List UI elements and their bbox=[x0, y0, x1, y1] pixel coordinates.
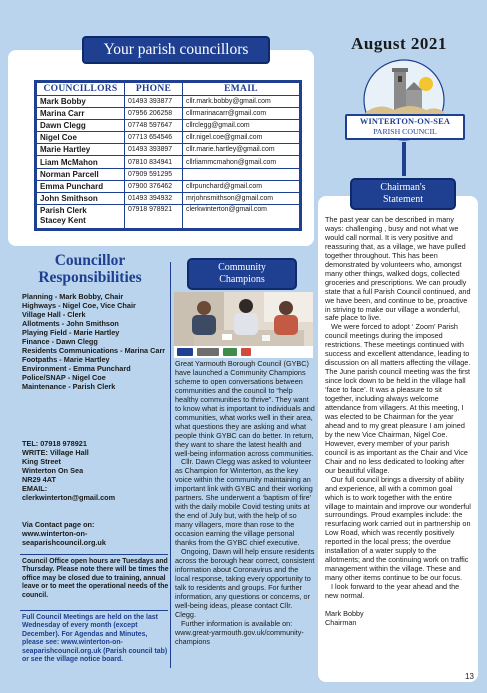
table-row bbox=[37, 144, 300, 156]
list-item: Environment - Emma Punchard bbox=[22, 364, 131, 374]
councillor-name: Marina Carr bbox=[37, 108, 125, 120]
councillor-name: Dawn Clegg bbox=[37, 120, 125, 132]
logo-line1: WINTERTON-ON-SEA bbox=[359, 116, 451, 126]
meetings-notice: Full Council Meetings are held on the last Wednesday of every month (except December). For Agendas and Minutes, please see: www.winterton-on-seaparishcouncil.org.uk (Parish council tab) or see the village notice board. bbox=[22, 614, 168, 664]
table-row bbox=[37, 192, 300, 204]
partner-logo-icon bbox=[241, 348, 251, 356]
chairman-title-line2: Statement bbox=[383, 194, 423, 205]
councillor-phone: 01493 393877 bbox=[125, 96, 183, 108]
councillor-phone: 07956 206258 bbox=[125, 108, 183, 120]
logo-line2: PARISH COUNCIL bbox=[373, 127, 437, 137]
divider bbox=[20, 554, 168, 555]
contact-via-label: Via Contact page on: bbox=[22, 520, 95, 529]
chairman-paragraph: I look forward to the year ahead and the new normal. bbox=[325, 582, 460, 601]
clerk-role: Parish Clerk bbox=[40, 205, 87, 215]
chairman-signature-name: Mark Bobby bbox=[325, 608, 364, 618]
clerk-phone: 07918 978921 bbox=[125, 204, 183, 228]
councillor-email bbox=[183, 168, 300, 180]
table-row bbox=[37, 156, 300, 168]
clerk-cell bbox=[37, 204, 125, 228]
list-item: Playing Field - Marie Hartley bbox=[22, 328, 120, 338]
contact-email[interactable]: clerkwinterton@gmail.com bbox=[22, 493, 116, 503]
councillor-email[interactable]: mrjohnsmithson@gmail.com bbox=[183, 192, 300, 204]
councillor-email[interactable]: cllr.marie.hartley@gmail.com bbox=[183, 144, 300, 156]
chairman-paragraph: Our full council brings a diversity of ability and experience, all with a common goal which is to work together with the entire village to maintain and improve our wonderful surroundings. Proud examples include: the resurfacing work carried out in partnership on Low Road, which was recently positively reported in the local press; the overdue installation of a water supply to the allotments; and the continuing work on traffic management within the village. These and many other items continue to be our focus. bbox=[325, 474, 471, 583]
partner-logo-icon bbox=[223, 348, 237, 356]
clerk-email[interactable]: clerkwinterton@gmail.com bbox=[183, 204, 300, 228]
list-item: Allotments - John Smithson bbox=[22, 319, 119, 329]
list-item: Maintenance - Parish Clerk bbox=[22, 382, 116, 392]
cc-title-line1: Community bbox=[218, 261, 266, 273]
councillor-name: Liam McMahon bbox=[37, 156, 125, 168]
header-email: EMAIL bbox=[183, 83, 300, 96]
partner-logo-icon bbox=[197, 348, 219, 356]
councillor-email[interactable]: cllr.nigel.coe@gmail.com bbox=[183, 132, 300, 144]
councillor-email[interactable]: cllr.mark.bobby@gmail.com bbox=[183, 96, 300, 108]
contact-address1: King Street bbox=[22, 457, 61, 467]
cc-paragraph: Great Yarmouth Borough Council (GYBC) have launched a Community Champions scheme to open conversations between communities and the council to “help healthy communities to thrive”. They want to know what is important to individuals and communities, what works well in their area, what questions they are asking and what people think GYBC can do better. In return, they want to share the latest health and well-being information across communities. bbox=[175, 359, 315, 458]
contact-postcode: NR29 4AT bbox=[22, 475, 56, 485]
responsibilities-title-line2: Responsibilities bbox=[38, 269, 142, 287]
councillors-table bbox=[36, 82, 300, 229]
community-champions-photo bbox=[174, 292, 313, 346]
column-divider bbox=[170, 262, 171, 668]
list-item: Footpaths - Marie Hartley bbox=[22, 355, 110, 365]
header-councillors: COUNCILLORS bbox=[37, 83, 125, 96]
cc-title-line2: Champions bbox=[219, 274, 265, 285]
community-champions-text bbox=[175, 360, 315, 647]
chairman-statement-card bbox=[318, 196, 478, 682]
contact-address2: Winterton On Sea bbox=[22, 466, 84, 476]
page-number: 13 bbox=[465, 672, 474, 681]
list-item: Village Hall - Clerk bbox=[22, 310, 86, 320]
councillor-email[interactable]: cllrmarinacarr@gmail.com bbox=[183, 108, 300, 120]
councillor-name: Marie Hartley bbox=[37, 144, 125, 156]
list-item: Highways - Nigel Coe, Vice Chair bbox=[22, 301, 136, 311]
chairman-paragraph: The past year can be described in many ways: challenging , busy and not what we would call normal. It is very positive and reassuring that, as a village, we have pulled together throughout. This has been demonstrated by volunteers who, amongst many other things, walked dogs, collected groceries and prescriptions. We can proudly state that a full Parish Council continued, and we have been, and continue to be, proactive in striving to make our village a wonderful, safe place to live. bbox=[325, 215, 471, 323]
list-item: Finance - Dawn Clegg bbox=[22, 337, 98, 347]
councillor-email[interactable]: cllrclegg@gmail.com bbox=[183, 120, 300, 132]
councillor-phone: 01493 394932 bbox=[125, 192, 183, 204]
responsibilities-title-line1: Councillor bbox=[54, 252, 126, 269]
table-row bbox=[37, 120, 300, 132]
councillor-email[interactable]: cllrliammcmahon@gmail.com bbox=[183, 156, 300, 168]
table-row bbox=[37, 180, 300, 192]
contact-email-label: EMAIL: bbox=[22, 484, 48, 494]
councillor-phone: 01493 393897 bbox=[125, 144, 183, 156]
councillor-phone: 07810 834941 bbox=[125, 156, 183, 168]
councillor-phone: 07713 654546 bbox=[125, 132, 183, 144]
contact-tel: TEL: 07918 978921 bbox=[22, 439, 87, 448]
partner-logos-strip bbox=[174, 346, 313, 358]
cc-paragraph: Ongoing, Dawn will help ensure residents across the borough hear correct, consistent information about Coronavirus and the local response, taking every opportunity to talk to residents and groups. For further information, any questions or concerns, or well-being ideas, please contact Cllr. Clegg. bbox=[175, 547, 315, 619]
community-champions-title bbox=[187, 258, 297, 290]
divider bbox=[20, 610, 168, 611]
councillor-name: Mark Bobby bbox=[37, 96, 125, 108]
clerk-name: Stacey Kent bbox=[40, 216, 86, 226]
contact-block bbox=[22, 439, 170, 502]
office-hours-notice: Council Office open hours are Tuesdays and Thursday. Please note there will be times the office may be closed due to training, annual leave or to meet the operational needs of the council. bbox=[22, 558, 169, 599]
councillor-phone: 07900 376462 bbox=[125, 180, 183, 192]
table-row-clerk bbox=[37, 204, 300, 228]
responsibilities-list bbox=[22, 292, 170, 392]
councillor-phone: 07909 591295 bbox=[125, 168, 183, 180]
contact-web-block bbox=[22, 520, 170, 547]
list-item: Residents Communications - Marina Carr bbox=[22, 346, 166, 356]
partner-logo-icon bbox=[177, 348, 193, 356]
chairman-title-line1: Chairman's bbox=[380, 181, 426, 193]
table-row bbox=[37, 108, 300, 120]
table-row bbox=[37, 132, 300, 144]
councillor-name: Norman Parcell bbox=[37, 168, 125, 180]
councillor-name: Nigel Coe bbox=[37, 132, 125, 144]
councillor-name: Emma Punchard bbox=[37, 180, 125, 192]
table-row bbox=[37, 96, 300, 108]
people-meeting-illustration bbox=[174, 292, 313, 346]
logo-sign bbox=[345, 114, 465, 140]
header-phone: PHONE bbox=[125, 83, 183, 96]
list-item: Planning - Mark Bobby, Chair bbox=[22, 292, 124, 301]
responsibilities-title bbox=[14, 252, 166, 286]
councillor-phone: 07748 597647 bbox=[125, 120, 183, 132]
cc-paragraph: Cllr. Dawn Clegg was asked to volunteer as Champion for Winterton, as the key voice within the community maintaining an important link with GYBC and their working partners. She underwent a ‘baptism of fire’ with the daily mobile Covid testing units at the end of July but, with the help of so many villagers, more than rose to the occasion earning the village personal thanks from the GYBC chief executive. bbox=[175, 457, 313, 548]
chairman-signature-role: Chairman bbox=[325, 617, 357, 627]
list-item: Police/SNAP - Nigel Coe bbox=[22, 373, 106, 383]
councillors-title: Your parish councillors bbox=[82, 36, 270, 64]
councillor-email[interactable]: cllrpunchard@gmail.com bbox=[183, 180, 300, 192]
councillors-table-container bbox=[34, 80, 302, 231]
councillor-name: John Smithson bbox=[37, 192, 125, 204]
issue-date: August 2021 bbox=[351, 34, 447, 53]
chairman-statement-title bbox=[350, 178, 456, 210]
cc-paragraph: Further information is available on: www.great-yarmouth.gov.uk/community-champions bbox=[175, 618, 304, 646]
table-row bbox=[37, 168, 300, 180]
chairman-paragraph: We were forced to adopt ‘ Zoom’ Parish council meetings during the imposed restrictions. These meetings continued with success and excellent attendance, leading to discussion on all matters affecting the village. The June parish council meeting was the first since lock down to be held in the village hall ‘face to face’. It was a pleasure to sit together, including always welcome attendance from villagers. At this meeting, I was elected to be Chairman for the year ahead and to my great pleasure I am joined by the new Vice Chairman, Nigel Coe. However, every member of your parish council is as important as the Chair and Vice Chair and no less dedicated to looking after our beautiful village. bbox=[325, 322, 471, 475]
contact-website[interactable]: www.winterton-on-seaparishcouncil.org.uk bbox=[22, 529, 106, 548]
contact-write: WRITE: Village Hall bbox=[22, 448, 89, 458]
